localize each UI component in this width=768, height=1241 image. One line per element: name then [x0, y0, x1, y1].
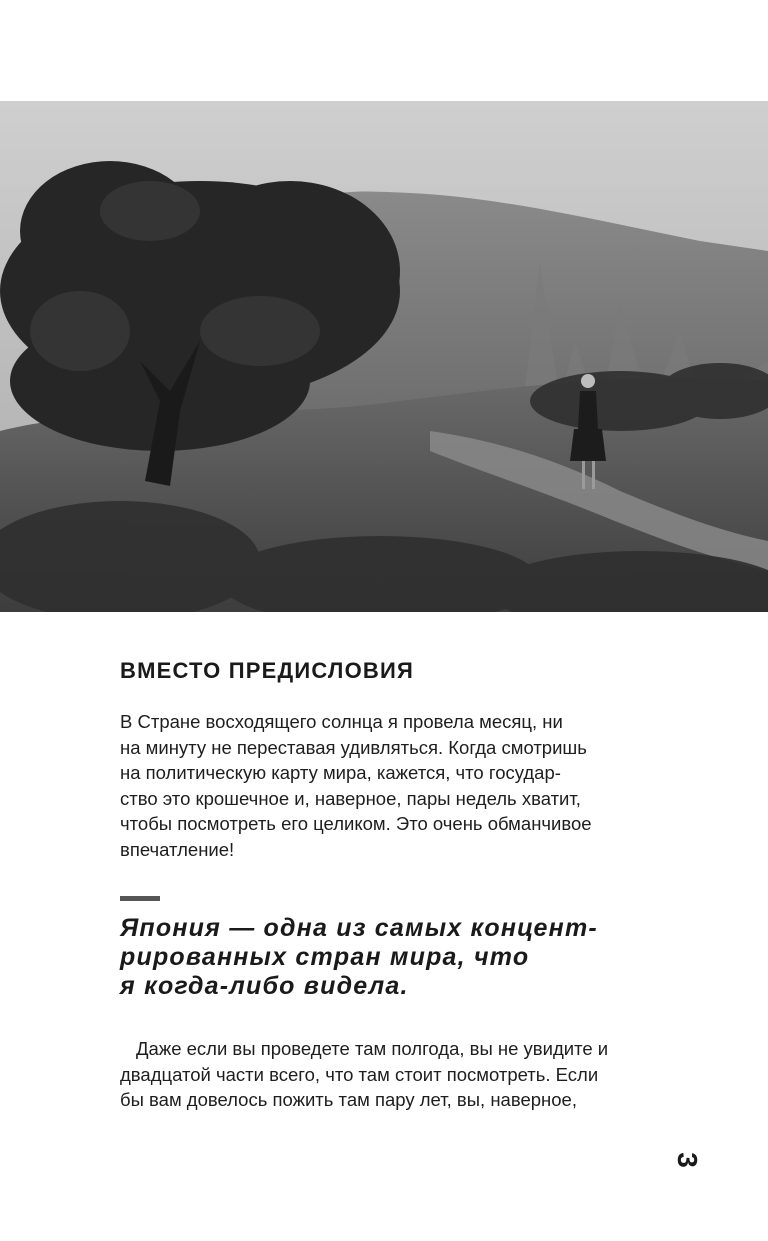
header-photo	[0, 101, 768, 612]
intro-line: на минуту не переставая удивляться. Когда смотришь	[120, 736, 587, 758]
section-heading: ВМЕСТО ПРЕДИСЛОВИЯ	[120, 658, 414, 683]
continuation-line: Даже если вы проведете там полгода, вы не увидите и	[136, 1038, 609, 1059]
continuation-line: двадцатой части всего, что там стоит посмотреть. Если	[120, 1063, 599, 1085]
quote-line: рированных стран мира, что	[120, 943, 530, 971]
intro-line: на политическую карту мира, кажется, что государ-	[120, 762, 561, 783]
mountain-landscape-image	[0, 101, 768, 612]
intro-line: впечатление!	[120, 838, 235, 860]
pull-quote	[120, 914, 680, 1001]
continuation-line: бы вам довелось пожить там пару лет, вы, наверное,	[120, 1089, 577, 1110]
page-number: 3	[672, 1152, 703, 1168]
intro-paragraph	[120, 709, 660, 862]
quote-line: Япония — одна из самых концент-	[120, 914, 598, 942]
quote-divider	[120, 896, 160, 901]
continuation-paragraph	[120, 1036, 660, 1113]
intro-line: чтобы посмотреть его целиком. Это очень обманчивое	[120, 813, 592, 834]
intro-line: В Стране восходящего солнца я провела месяц, ни	[120, 711, 563, 732]
quote-line: я когда-либо видела.	[120, 972, 409, 1000]
intro-line: ство это крошечное и, наверное, пары недель хватит,	[120, 787, 581, 809]
